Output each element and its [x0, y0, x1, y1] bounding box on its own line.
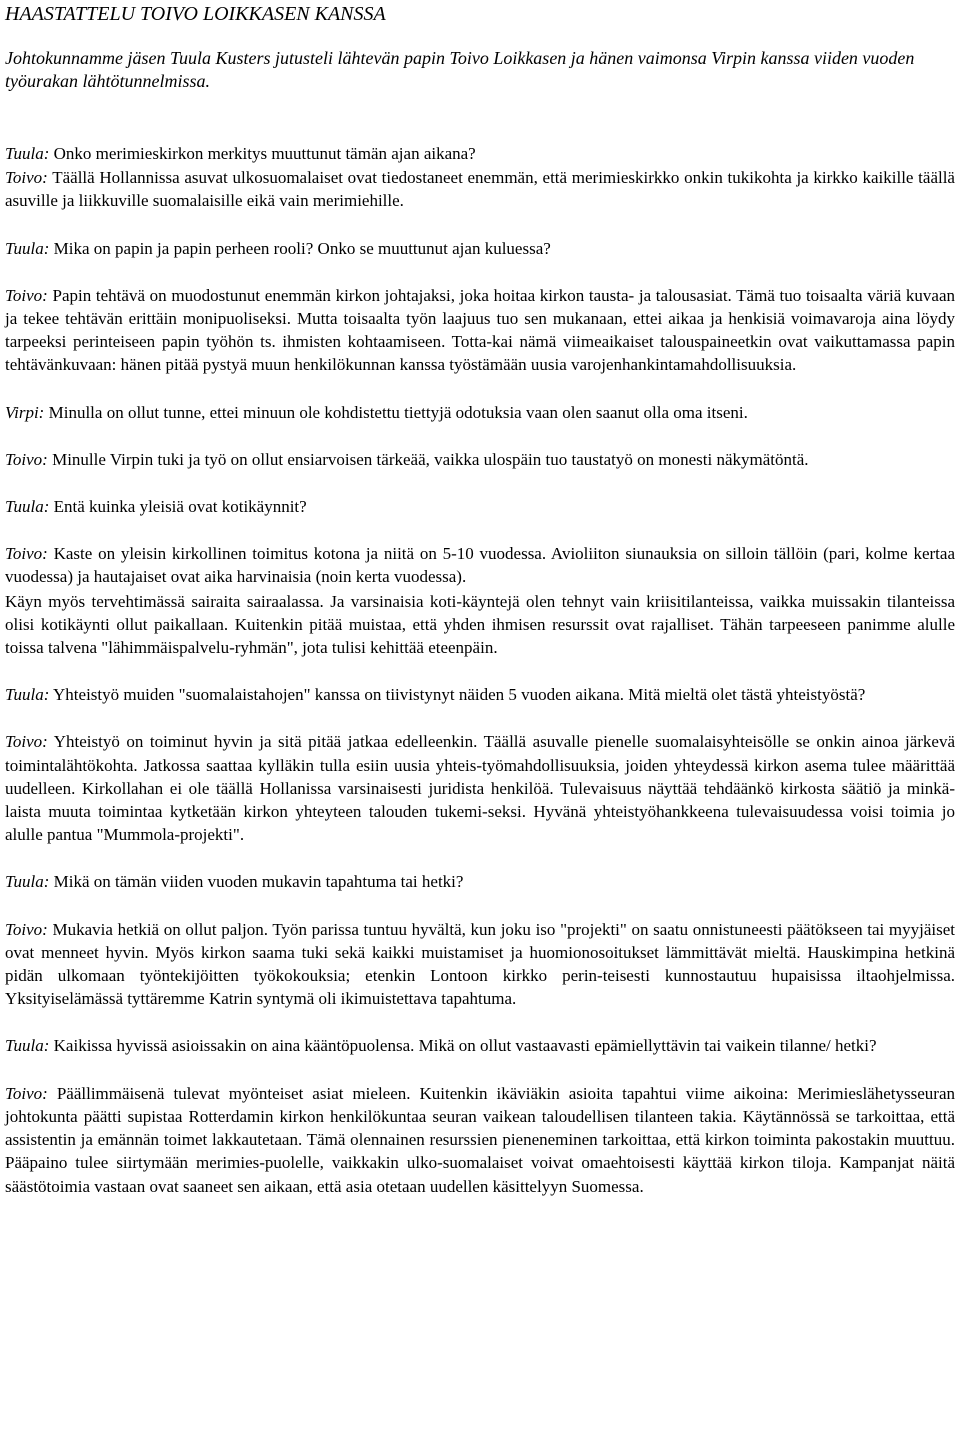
answer-paragraph	[5, 284, 955, 377]
question-paragraph	[5, 237, 955, 260]
answer-continuation-paragraph	[5, 590, 955, 660]
paragraph-text: Kaste on yleisin kirkollinen toimitus kotona ja niitä on 5-10 vuodessa. Avioliiton siunauksia on silloin tällöin (pari, kolme kertaa vuodessa) ja hautajaiset ovat aika harvinaisia (noin kerta vuodessa).	[5, 544, 955, 587]
paragraph-text: Onko merimieskirkon merkitys muuttunut tämän ajan aikana?	[53, 144, 476, 163]
paragraph-text: Käyn myös tervehtimässä sairaita sairaalassa. Ja varsinaisia koti-käyntejä olen tehnyt vain kriisitilanteissa, vaikka muissakin tilanteissa olisi kotikäynti ollut paikallaan. Kuitenkin pitää muistaa, että yhden ihmisen resurssit ovat rajalliset. Tähän tarpeeseen panimme alulle toissa talvena "lähimmäispalvelu-ryhmän", jota tulisi kehittää eteenpäin.	[5, 591, 955, 658]
speaker-label: Toivo:	[5, 1083, 48, 1103]
speaker-label: Toivo:	[5, 449, 48, 469]
speaker-label: Tuula:	[5, 872, 50, 892]
paragraph-text: Mukavia hetkiä on ollut paljon. Työn parissa tuntuu hyvältä, kun joku iso "projekti" on saatu onnistuneesti päätökseen tai myyjäiset ovat menneet hyvin. Myös kirkon saama tuki sekä kaikki muistamiset ja huomionosoitukset lämmittävät mieltä. Hauskimpina hetkinä pidän ulkomaan työntekijöitten työkokouksia; etenkin Lontoon kirkko perin-teisesti kunnostautuu hupaisissa iltaohjelmissa. Yksityiselämässä tyttäremme Katrin syntymä oli ikimuistettava tapahtuma.	[5, 919, 956, 1009]
paragraph-text: Kaikissa hyvissä asioissakin on aina kääntöpuolensa. Mikä on ollut vastaavasti epämiellyttävin tai vaikein tilanne/ hetki?	[53, 1036, 877, 1056]
document-page	[5, 0, 955, 1198]
answer-paragraph	[5, 448, 955, 471]
answer-paragraph	[5, 730, 955, 846]
speaker-label: Toivo:	[5, 919, 48, 939]
answer-paragraph	[5, 542, 955, 588]
paragraph-text: Mikä on tämän viiden vuoden mukavin tapahtuma tai hetki?	[53, 872, 464, 892]
answer-paragraph	[5, 166, 955, 212]
paragraph-text: Entä kuinka yleisiä ovat kotikäynnit?	[53, 497, 307, 517]
speaker-label: Tuula:	[5, 238, 50, 258]
speaker-label: Toivo:	[5, 732, 48, 752]
article-intro: Johtokunnamme jäsen Tuula Kusters jutusteli lähtevän papin Toivo Loikkasen ja hänen vaimonsa Virpin kanssa viiden vuoden työurakan lähtötunnelmissa.	[5, 48, 915, 91]
answer-paragraph	[5, 918, 955, 1011]
question-paragraph	[5, 142, 955, 165]
question-paragraph	[5, 683, 955, 706]
paragraph-text: Yhteistyö on toiminut hyvin ja sitä pitää jatkaa edelleenkin. Täällä asuvalle pienelle suomalaisyhteisölle se onkin ainoa järkevä toimintalähtökohta. Jatkossa saattaa kylläkin tulla esiin uusia yhteis-työmahdollisuuksia, joiden yhteydessä kirkon asema tulee määrittää uudelleen. Kirkollahan ei ole täällä Hollanissa varsinaisesti juridista henkilöä. Tulevaisuus näyttää tehdäänkö kirkosta säätiö ja minkä-laista muuta toimintaa kytketään kirkon yhteyteen talouden tukemi-seksi. Hyvänä yhteistyöhankkeena tulevaisuudessa voisi toimia jo alulle pantua "Mummola-projekti".	[5, 732, 955, 845]
speaker-label: Tuula:	[5, 1036, 50, 1056]
paragraph-text: Minulla on ollut tunne, ettei minuun ole kohdistettu tiettyjä odotuksia vaan olen saanut olla oma itseni.	[48, 402, 748, 422]
question-paragraph	[5, 870, 955, 893]
speaker-label: Tuula:	[5, 685, 50, 705]
paragraph-text: Päällimmäisenä tulevat myönteiset asiat mieleen. Kuitenkin ikäviäkin asioita tapahtui viime aikoina: Merimieslähetysseuran johtokunta päätti supistaa Rotterdamin kirkon henkilökuntaa seuran vaikean taloudellisen tilanteen takia. Käytännössä se tarkoittaa, että assistentin ja emännän toimet lakkautetaan. Tämä olennainen resurssien pieneneminen tarkoittaa, että kirkon toiminta pakostakin muuttuu. Pääpaino tulee siirtymään merimies-puolelle, vaikkakin ulko-suomalaiset voivat omaehtoisesti käyttää kirkon tiloja. Kampanjat näitä säästötoimia vastaan ovat saaneet sen aikaan, että asia otetaan uudellen käsittelyyn Suomessa.	[5, 1083, 955, 1196]
paragraph-text: Yhteistyö muiden "suomalaistahojen" kanssa on tiivistynyt näiden 5 vuoden aikana. Mitä mieltä olet tästä yhteistyöstä?	[53, 685, 866, 705]
paragraph-text: Mika on papin ja papin perheen rooli? Onko se muuttunut ajan kuluessa?	[53, 238, 551, 258]
speaker-label: Toivo:	[5, 285, 48, 305]
paragraph-text: Minulle Virpin tuki ja työ on ollut ensiarvoisen tärkeää, vaikka ulospäin tuo taustatyö on monesti näkymätöntä.	[52, 449, 809, 469]
paragraph-text: Täällä Hollannissa asuvat ulkosuomalaiset ovat tiedostaneet enemmän, että merimieskirkko onkin tukikohta ja kirkko kaikille täällä asuville ja liikkuville suomalaisille eikä vain merimiehille.	[5, 168, 955, 211]
answer-paragraph	[5, 401, 955, 424]
paragraph-text: Papin tehtävä on muodostunut enemmän kirkon johtajaksi, joka hoitaa kirkon tausta- ja talousasiat. Tämä tuo toisaalta väriä kuvaan ja tekee tehtävän erittäin monipuoliseksi. Mutta toisaalta työn laajuus tuo sen mukanaan, ettei aikaa ja henkisiä voimavaroja aina löydy tarpeeksi perinteiseen papin työhön ts. ihmisten kohtaamiseen. Totta-kai nämä viimeaikaiset talouspaineetkin ovat vaikuttamassa papin tehtävänkuvaan: hänen pitää pystyä muun henkilökunnan kanssa työstämään uusia varojenhankintamahdollisuuksia.	[5, 285, 956, 375]
article-title: HAASTATTELU TOIVO LOIKKASEN KANSSA	[5, 3, 386, 25]
speaker-label: Tuula:	[5, 497, 50, 517]
answer-paragraph	[5, 1082, 955, 1198]
speaker-label: Virpi:	[5, 402, 45, 422]
speaker-label: Tuula:	[5, 144, 50, 163]
speaker-label: Toivo:	[5, 168, 48, 188]
question-paragraph	[5, 1034, 955, 1057]
question-paragraph	[5, 495, 955, 518]
speaker-label: Toivo:	[5, 544, 48, 564]
